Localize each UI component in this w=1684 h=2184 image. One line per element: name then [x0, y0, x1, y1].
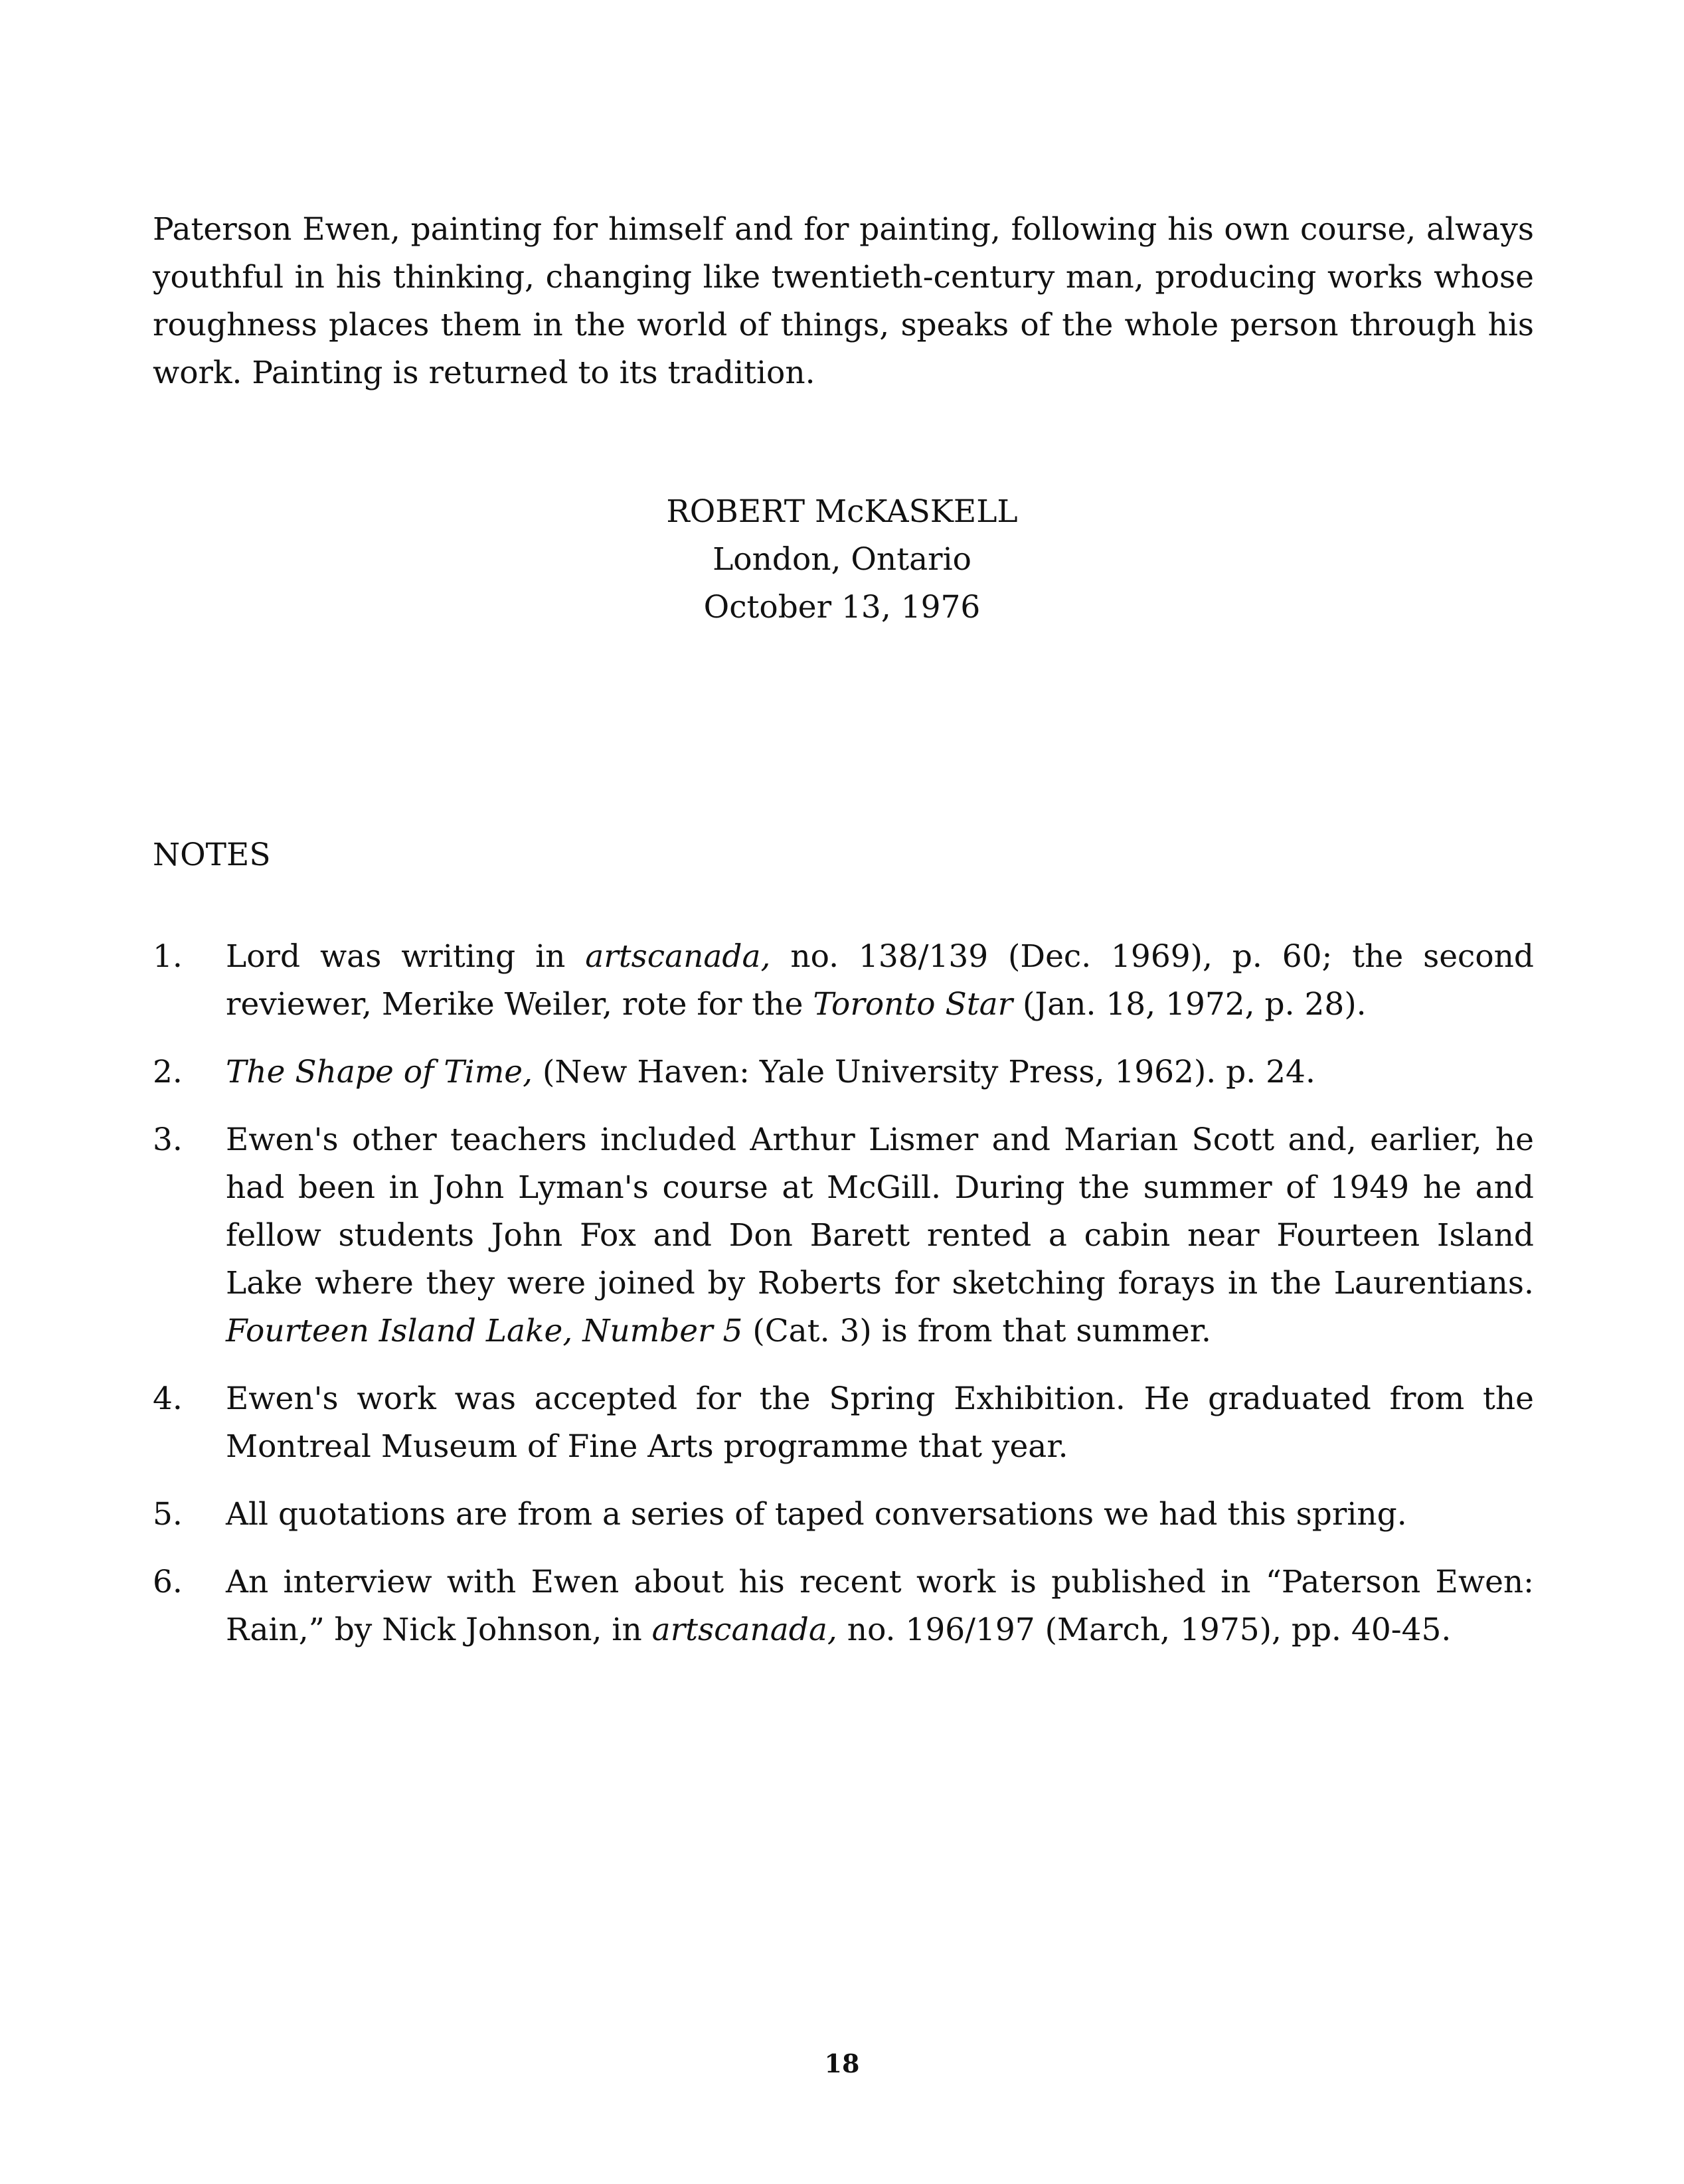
- note-italic-text: artscanada,: [585, 938, 771, 975]
- note-text: [226, 1381, 1534, 1465]
- author-name: ROBERT McKASKELL: [666, 493, 1018, 530]
- note-italic-text: Fourteen Island Lake, Number 5: [226, 1313, 743, 1349]
- note-number: 6.: [153, 1564, 183, 1600]
- note-text: [226, 1564, 1534, 1648]
- note-item: [153, 1375, 1534, 1471]
- note-item: [153, 1049, 1534, 1096]
- note-plain-text: no. 196/197 (March, 1975), pp. 40-45.: [837, 1612, 1452, 1648]
- author-place: London, Ontario: [713, 541, 971, 578]
- note-plain-text: An interview with Ewen about his recent work is published in “Paterson Ewen: Rain,” by Nick Johnson, in: [226, 1564, 1534, 1648]
- body-paragraph: Paterson Ewen, painting for himself and for painting, following his own course, always youthful in his thinking, changing like twentieth-century man, producing works whose roughness places them in the world of things, speaks of the whole person through his work. Painting is returned to its tradition.: [153, 211, 1534, 391]
- page-number: 18: [824, 2049, 860, 2078]
- note-plain-text: Ewen's work was accepted for the Spring Exhibition. He graduated from the Montreal Museum of Fine Arts programme that year.: [226, 1381, 1534, 1465]
- notes-list: [153, 933, 1534, 1674]
- note-plain-text: All quotations are from a series of taped conversations we had this spring.: [226, 1496, 1407, 1533]
- note-item: [153, 933, 1534, 1029]
- note-plain-text: Lord was writing in: [226, 938, 586, 975]
- note-number: 1.: [153, 938, 183, 975]
- note-italic-text: The Shape of Time,: [226, 1054, 533, 1090]
- notes-heading: NOTES: [153, 837, 271, 873]
- note-text: [226, 1122, 1534, 1349]
- note-plain-text: (Cat. 3) is from that summer.: [742, 1313, 1211, 1349]
- note-item: [153, 1116, 1534, 1355]
- note-text: [226, 1496, 1407, 1533]
- note-text: [226, 1054, 1315, 1090]
- note-number: 4.: [153, 1381, 183, 1417]
- note-plain-text: (New Haven: Yale University Press, 1962). p. 24.: [533, 1054, 1315, 1090]
- note-italic-text: artscanada,: [651, 1612, 837, 1648]
- note-item: [153, 1491, 1534, 1539]
- note-plain-text: (Jan. 18, 1972, p. 28).: [1013, 986, 1367, 1023]
- note-text: [226, 938, 1534, 1023]
- author-date: October 13, 1976: [703, 589, 981, 626]
- signature-block: [510, 488, 1174, 631]
- note-plain-text: no. 138/139 (Dec. 1969), p. 60; the second reviewer, Merike Weiler, rote for the: [226, 938, 1535, 1023]
- note-number: 3.: [153, 1122, 183, 1158]
- note-number: 5.: [153, 1496, 183, 1533]
- note-item: [153, 1558, 1534, 1654]
- note-italic-text: Toronto Star: [813, 986, 1013, 1023]
- note-plain-text: Ewen's other teachers included Arthur Lismer and Marian Scott and, earlier, he had been in John Lyman's course at McGill. During the summer of 1949 he and fellow students John Fox and Don Barett rented a cabin near Fourteen Island Lake where they were joined by Roberts for sketching forays in the Laurentians.: [226, 1122, 1534, 1302]
- note-number: 2.: [153, 1054, 183, 1090]
